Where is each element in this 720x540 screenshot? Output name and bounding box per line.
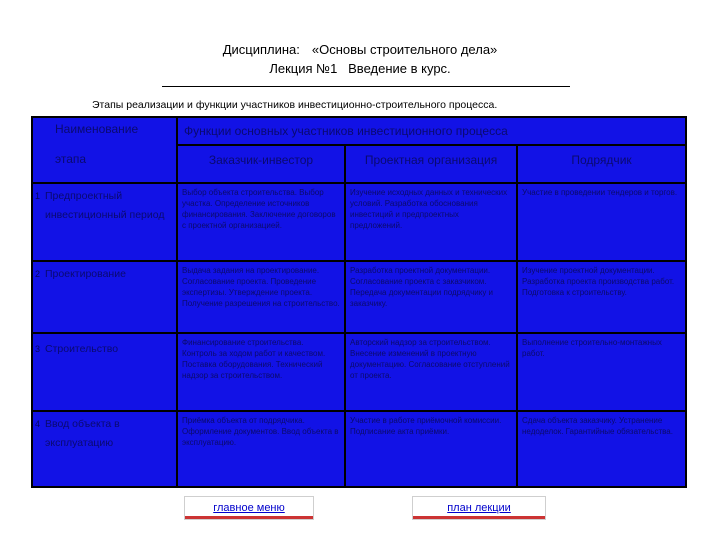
table-row-4-stage [32, 411, 177, 487]
header-divider [162, 86, 570, 87]
table-row-3-customer: Финансирование строительства. Контроль за ходом работ и качеством. Поставка оборудования. Технический надзор за строительством. [177, 333, 345, 411]
table-row-1-design-org: Изучение исходных данных и технических условий. Разработка обоснования инвестиций и предпроектных предложений. [345, 183, 517, 261]
row-number: 1 [35, 191, 41, 201]
table-row-1-stage [32, 183, 177, 261]
row-number: 3 [35, 344, 41, 354]
stage-name: Ввод объекта в эксплуатацию [45, 418, 120, 449]
column-header-stage-line1: Наименование [55, 122, 139, 136]
table-row-3-stage [32, 333, 177, 411]
subheader-design-org: Проектная организация [345, 145, 517, 183]
column-header-stage [32, 117, 177, 183]
stage-name: Предпроектный инвестиционный период [45, 190, 165, 221]
table-row-2-stage [32, 261, 177, 333]
slide-header [0, 40, 720, 78]
lecture-name: Введение в курс. [348, 61, 451, 76]
lecture-plan-button[interactable]: план лекции [412, 496, 546, 520]
table-row-4-customer: Приёмка объекта от подрядчика. Оформление документов. Ввод объекта в эксплуатацию. [177, 411, 345, 487]
group-header: Функции основных участников инвестиционного процесса [177, 117, 686, 145]
lecture-line [0, 59, 720, 78]
table-row-2-customer: Выдача задания на проектирование. Согласование проекта. Проведение экспертизы. Утверждение проекта. Получение разрешения на строительство. [177, 261, 345, 333]
main-menu-button[interactable]: главное меню [184, 496, 314, 520]
table-row-4-contractor: Сдача объекта заказчику. Устранение недоделок. Гарантийные обязательства. [517, 411, 686, 487]
discipline-label: Дисциплина: [222, 42, 300, 57]
lecture-label: Лекция №1 [269, 61, 338, 76]
table-row-4-design-org: Участие в работе приёмочной комиссии. Подписание акта приёмки. [345, 411, 517, 487]
table-row-2-contractor: Изучение проектной документации. Разработка проекта производства работ. Подготовка к строительству. [517, 261, 686, 333]
table-row-1-contractor: Участие в проведении тендеров и торгов. [517, 183, 686, 261]
table-row-3-contractor: Выполнение строительно-монтажных работ. [517, 333, 686, 411]
stage-name: Строительство [45, 343, 119, 355]
table-row-1-customer: Выбор объекта строительства. Выбор участка. Определение источников финансирования. Заключение договоров с проектной организацией. [177, 183, 345, 261]
stage-name: Проектирование [45, 268, 126, 280]
subheader-contractor: Подрядчик [517, 145, 686, 183]
slide-subtitle: Этапы реализации и функции участников инвестиционно-строительного процесса. [92, 99, 498, 111]
discipline-line [0, 40, 720, 59]
column-header-stage-line2: этапа [55, 152, 87, 166]
table-row-2-design-org: Разработка проектной документации. Согласование проекта с заказчиком. Передача документации подрядчику и заказчику. [345, 261, 517, 333]
row-number: 4 [35, 419, 41, 429]
stages-table [31, 116, 687, 488]
table-row-3-design-org: Авторский надзор за строительством. Внесение изменений в проектную документацию. Согласование отступлений от проекта. [345, 333, 517, 411]
subheader-customer: Заказчик-инвестор [177, 145, 345, 183]
row-number: 2 [35, 269, 41, 279]
discipline-name: «Основы строительного дела» [311, 42, 498, 57]
